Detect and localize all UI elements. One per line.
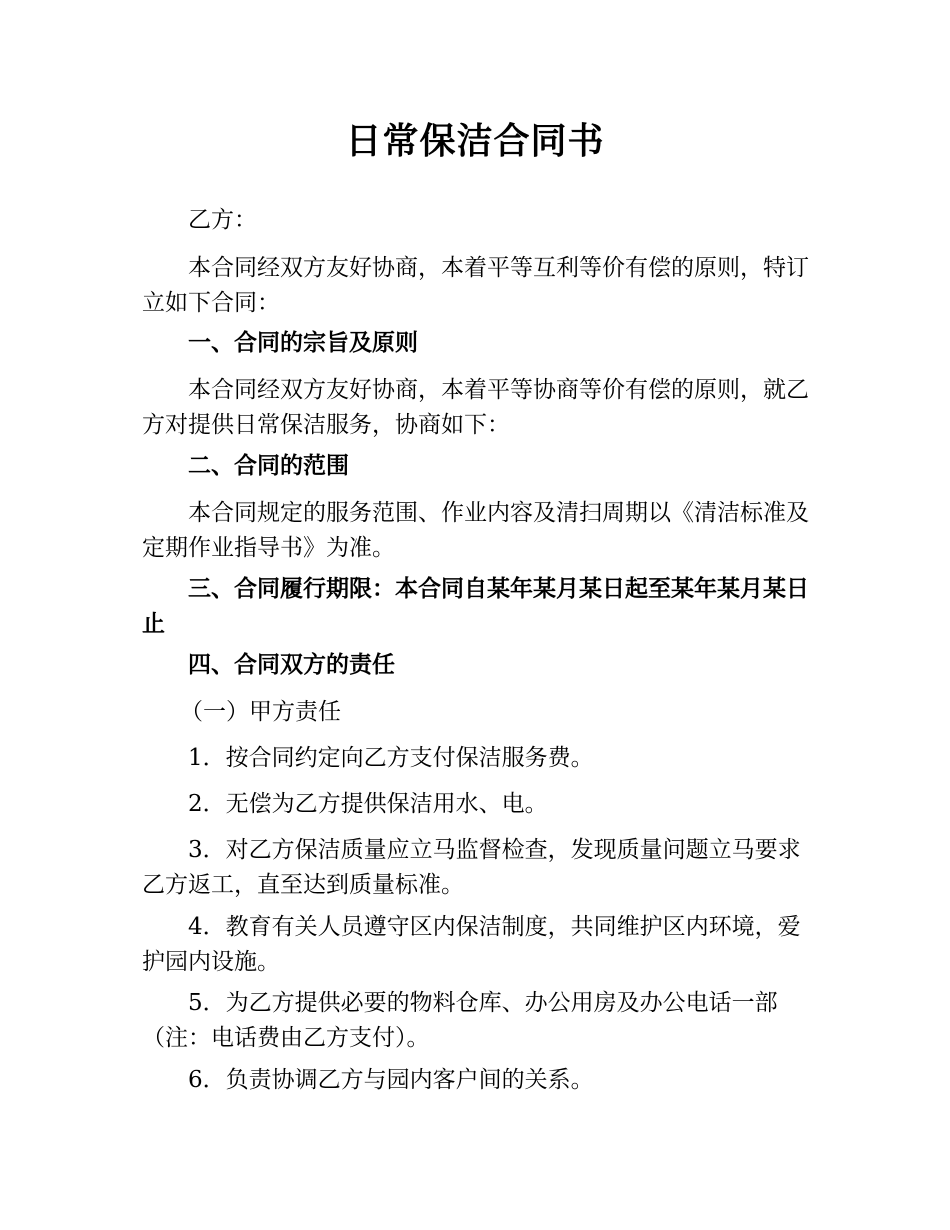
section1-paragraph: 本合同经双方友好协商，本着平等协商等价有偿的原则，就乙方对提供日常保洁服务，协商如下： (142, 377, 809, 438)
section2-heading: 二、合同的范围 (188, 453, 349, 479)
list-item: 1．按合同约定向乙方支付保洁服务费。 (188, 745, 594, 771)
list-item: 4．教育有关人员遵守区内保洁制度，共同维护区内环境，爱护园内设施。 (142, 914, 801, 975)
party-b-line: 乙方： (188, 207, 257, 233)
list-item: 2．无偿为乙方提供保洁用水、电。 (188, 791, 548, 817)
section4-heading: 四、合同双方的责任 (188, 652, 395, 678)
subsection-a-heading: （一）甲方责任 (180, 699, 341, 725)
section3-heading: 三、合同履行期限：本合同自某年某月某日起至某年某月某日止 (142, 576, 809, 637)
section1-heading: 一、合同的宗旨及原则 (188, 330, 418, 356)
list-item: 6．负责协调乙方与园内客户间的关系。 (188, 1067, 594, 1093)
list-item: 5．为乙方提供必要的物料仓库、办公用房及办公电话一部（注：电话费由乙方支付）。 (142, 990, 778, 1051)
list-item: 3．对乙方保洁质量应立马监督检查，发现质量问题立马要求乙方返工，直至达到质量标准。 (142, 837, 801, 898)
document-title: 日常保洁合同书 (345, 121, 605, 162)
section2-paragraph: 本合同规定的服务范围、作业内容及清扫周期以《清洁标准及定期作业指导书》为准。 (142, 500, 809, 561)
intro-paragraph: 本合同经双方友好协商，本着平等互利等价有偿的原则，特订立如下合同： (142, 255, 809, 316)
